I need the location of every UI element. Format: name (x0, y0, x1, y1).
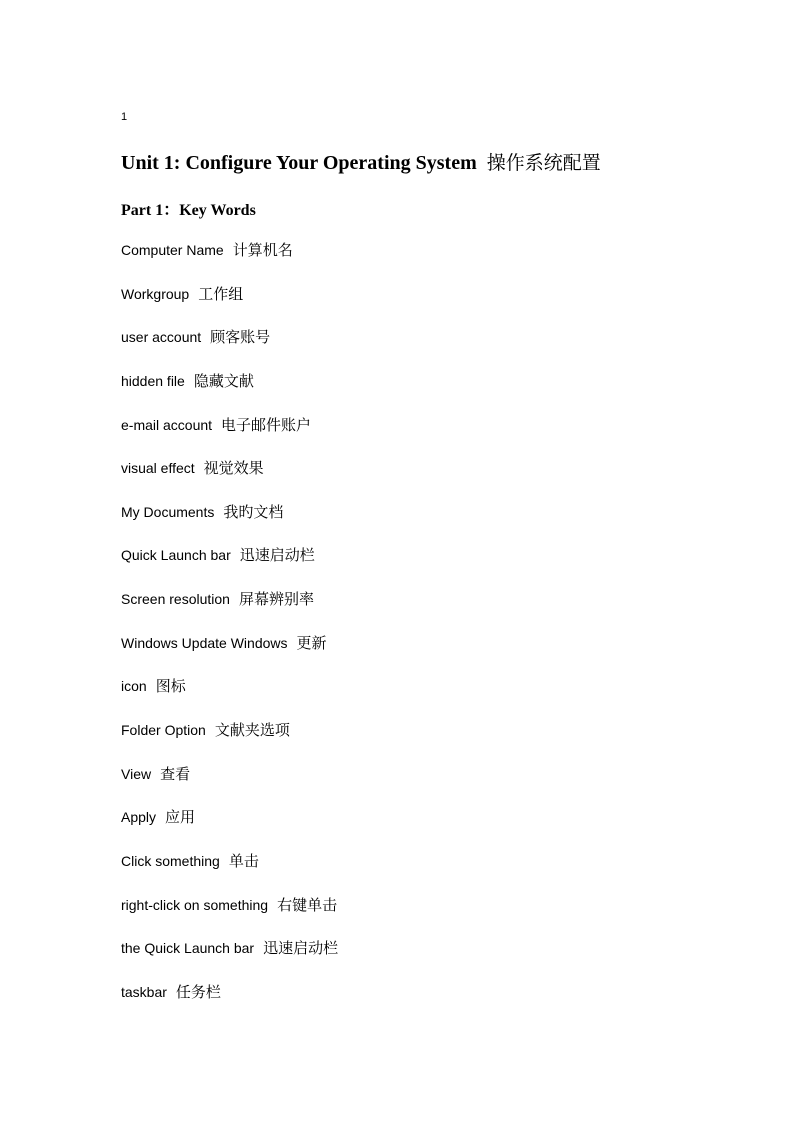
term-english: user account (121, 329, 202, 346)
list-item (121, 238, 338, 282)
term-english: icon (121, 678, 147, 695)
term-chinese: 图标 (155, 677, 186, 696)
key-words-list (121, 238, 338, 1024)
list-item (121, 325, 338, 369)
list-item (121, 500, 338, 544)
term-english: the Quick Launch bar (121, 940, 255, 957)
term-chinese: 更新 (296, 633, 327, 652)
term-chinese: 单击 (228, 851, 259, 870)
list-item (121, 762, 338, 806)
term-chinese: 任务栏 (175, 982, 221, 1001)
term-english: hidden file (121, 372, 185, 389)
term-english: Apply (121, 809, 157, 826)
term-english: Screen resolution (121, 591, 230, 608)
term-chinese: 迅速启动栏 (263, 939, 339, 958)
term-chinese: 查看 (160, 764, 191, 783)
term-chinese: 文献夹选项 (214, 721, 290, 740)
list-item (121, 936, 338, 980)
list-item (121, 893, 338, 937)
term-english: right-click on something (121, 896, 269, 913)
term-english: Computer Name (121, 242, 224, 258)
term-chinese: 我旳文档 (223, 502, 284, 521)
page-title-english: Unit 1: Configure Your Operating System (121, 152, 477, 174)
term-chinese: 工作组 (198, 284, 244, 303)
list-item (121, 587, 338, 631)
list-item (121, 369, 338, 413)
term-chinese: 计算机名 (232, 241, 293, 259)
page-title-chinese: 操作系统配置 (486, 152, 601, 174)
term-chinese: 迅速启动栏 (239, 546, 315, 565)
term-english: View (121, 765, 152, 782)
term-chinese: 应用 (165, 808, 196, 827)
list-item (121, 674, 338, 718)
term-english: visual effect (121, 460, 195, 477)
term-english: Windows Update Windows (121, 634, 288, 651)
list-item (121, 980, 338, 1024)
term-english: Folder Option (121, 722, 206, 739)
list-item (121, 282, 338, 326)
term-chinese: 视觉效果 (203, 459, 264, 478)
term-english: Workgroup (121, 285, 190, 302)
list-item (121, 456, 338, 500)
term-english: Click something (121, 852, 220, 869)
list-item (121, 718, 338, 762)
term-chinese: 屏幕辨别率 (238, 590, 314, 609)
term-english: My Documents (121, 503, 215, 520)
term-chinese: 顾客账号 (210, 328, 271, 347)
term-english: Quick Launch bar (121, 547, 231, 564)
term-english: taskbar (121, 983, 167, 1000)
list-item (121, 805, 338, 849)
list-item (121, 631, 338, 675)
term-chinese: 隐藏文献 (193, 371, 254, 390)
page-title (121, 148, 601, 175)
section-heading: Part 1：Key Words (121, 202, 256, 219)
term-chinese: 电子邮件账户 (221, 415, 312, 434)
term-chinese: 右键单击 (277, 895, 338, 914)
list-item (121, 849, 338, 893)
term-english: e-mail account (121, 416, 213, 433)
page-number: 1 (121, 111, 128, 123)
list-item (121, 413, 338, 457)
list-item (121, 543, 338, 587)
